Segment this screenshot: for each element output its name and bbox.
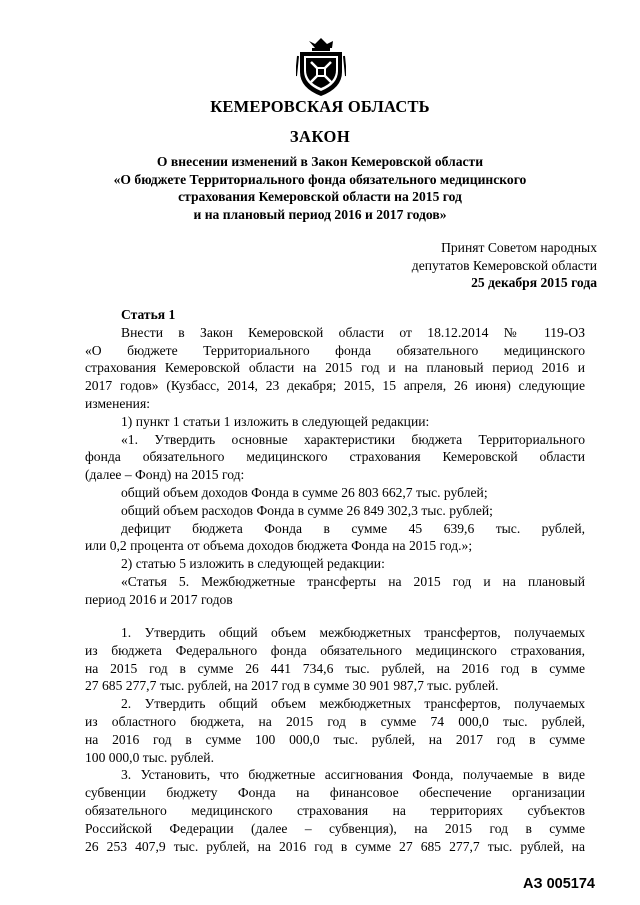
paragraph-line: «1. Утвердить основные характеристики бюджета Территориального [121,431,585,447]
paragraph-line: Российской Федерации (далее – субвенция), на 2015 год в сумме [85,820,585,836]
paragraph-line: 27 685 277,7 тыс. рублей, на 2017 год в сумме 30 901 987,7 тыс. рублей. [85,678,499,694]
paragraph-line: 2) статью 5 изложить в следующей редакции: [121,556,385,572]
paragraph-line: обязательного медицинского страхования на территориях субъектов [85,802,585,818]
paragraph-line: или 0,2 процента от объема доходов бюджета Фонда на 2015 год.»; [85,538,473,554]
paragraph-line: 3. Установить, что бюджетные ассигнования Фонда, получаемые в виде [121,767,585,783]
paragraph-line: дефицит бюджета Фонда в сумме 45 639,6 тыс. рублей, [121,520,585,536]
paragraph-line: страхования Кемеровской области на 2015 год и на плановый период 2016 и [85,360,585,376]
paragraph-line: изменения: [85,395,150,411]
paragraph-line: «Статья 5. Межбюджетные трансферты на 2015 год и на плановый [121,573,585,589]
adopted-by-line: депутатов Кемеровской области [411,257,597,273]
paragraph-line: 2. Утвердить общий объем межбюджетных трансфертов, получаемых [121,696,585,712]
law-title-line: О внесении изменений в Закон Кемеровской области [156,154,484,169]
paragraph-line: из бюджета Федерального фонда обязательного медицинского страхования, [85,642,585,658]
paragraph-line: на 2015 год в сумме 26 441 734,6 тыс. рублей, на 2016 год в сумме [85,660,585,676]
paragraph-line: фонда обязательного медицинского страхования Кемеровской области [85,449,585,465]
paragraph-line: общий объем расходов Фонда в сумме 26 849 302,3 тыс. рублей; [121,502,493,518]
paragraph-line: из областного бюджета, на 2015 год в сумме 74 000,0 тыс. рублей, [85,713,585,729]
paragraph-line: «О бюджете Территориального фонда обязательного медицинского [85,342,585,358]
adoption-note [412,239,597,292]
paragraph-line: период 2016 и 2017 годов [85,591,233,607]
paragraph-line: на 2016 год в сумме 100 000,0 тыс. рублей, на 2017 год в сумме [85,731,585,747]
paragraph-line: субвенции бюджету Фонда на финансовое обеспечение организации [85,785,585,801]
paragraph-line: общий объем доходов Фонда в сумме 26 803 662,7 тыс. рублей; [121,484,488,500]
paragraph-line: Внести в Закон Кемеровской области от 18.12.2014 № 119-ОЗ [121,324,585,340]
paragraph-line: 1. Утвердить общий объем межбюджетных трансфертов, получаемых [121,625,585,640]
adoption-date: 25 декабря 2015 года [471,275,597,290]
paragraph-line: (далее – Фонд) на 2015 год: [85,467,245,483]
adopted-by-line: Принят Советом народных [441,240,597,255]
paragraph-line: 2017 годов» (Кузбасс, 2014, 23 декабря; 2015, 15 апреля, 26 июня) следующие [85,378,585,394]
law-title-line: и на плановый период 2016 и 2017 годов» [193,206,447,222]
article-body-continued [85,624,585,855]
law-title-line: «О бюджете Территориального фонда обязательного медицинского [113,171,527,187]
paragraph-line: 26 253 407,9 тыс. рублей, на 2016 год в сумме 27 685 277,7 тыс. рублей, на [85,838,585,854]
region-title: КЕМЕРОВСКАЯ ОБЛАСТЬ [210,97,430,116]
law-title-line: страхования Кемеровской области на 2015 год [178,189,462,204]
paragraph-line: 1) пункт 1 статьи 1 изложить в следующей редакции: [121,413,430,429]
document-type: ЗАКОН [289,127,351,146]
coat-of-arms-icon [296,36,346,98]
law-title [90,153,550,223]
paragraph-line: 100 000,0 тыс. рублей. [85,749,214,765]
article-body [85,306,585,609]
article-heading: Статья 1 [121,307,176,322]
serial-number: АЗ 005174 [523,876,595,892]
